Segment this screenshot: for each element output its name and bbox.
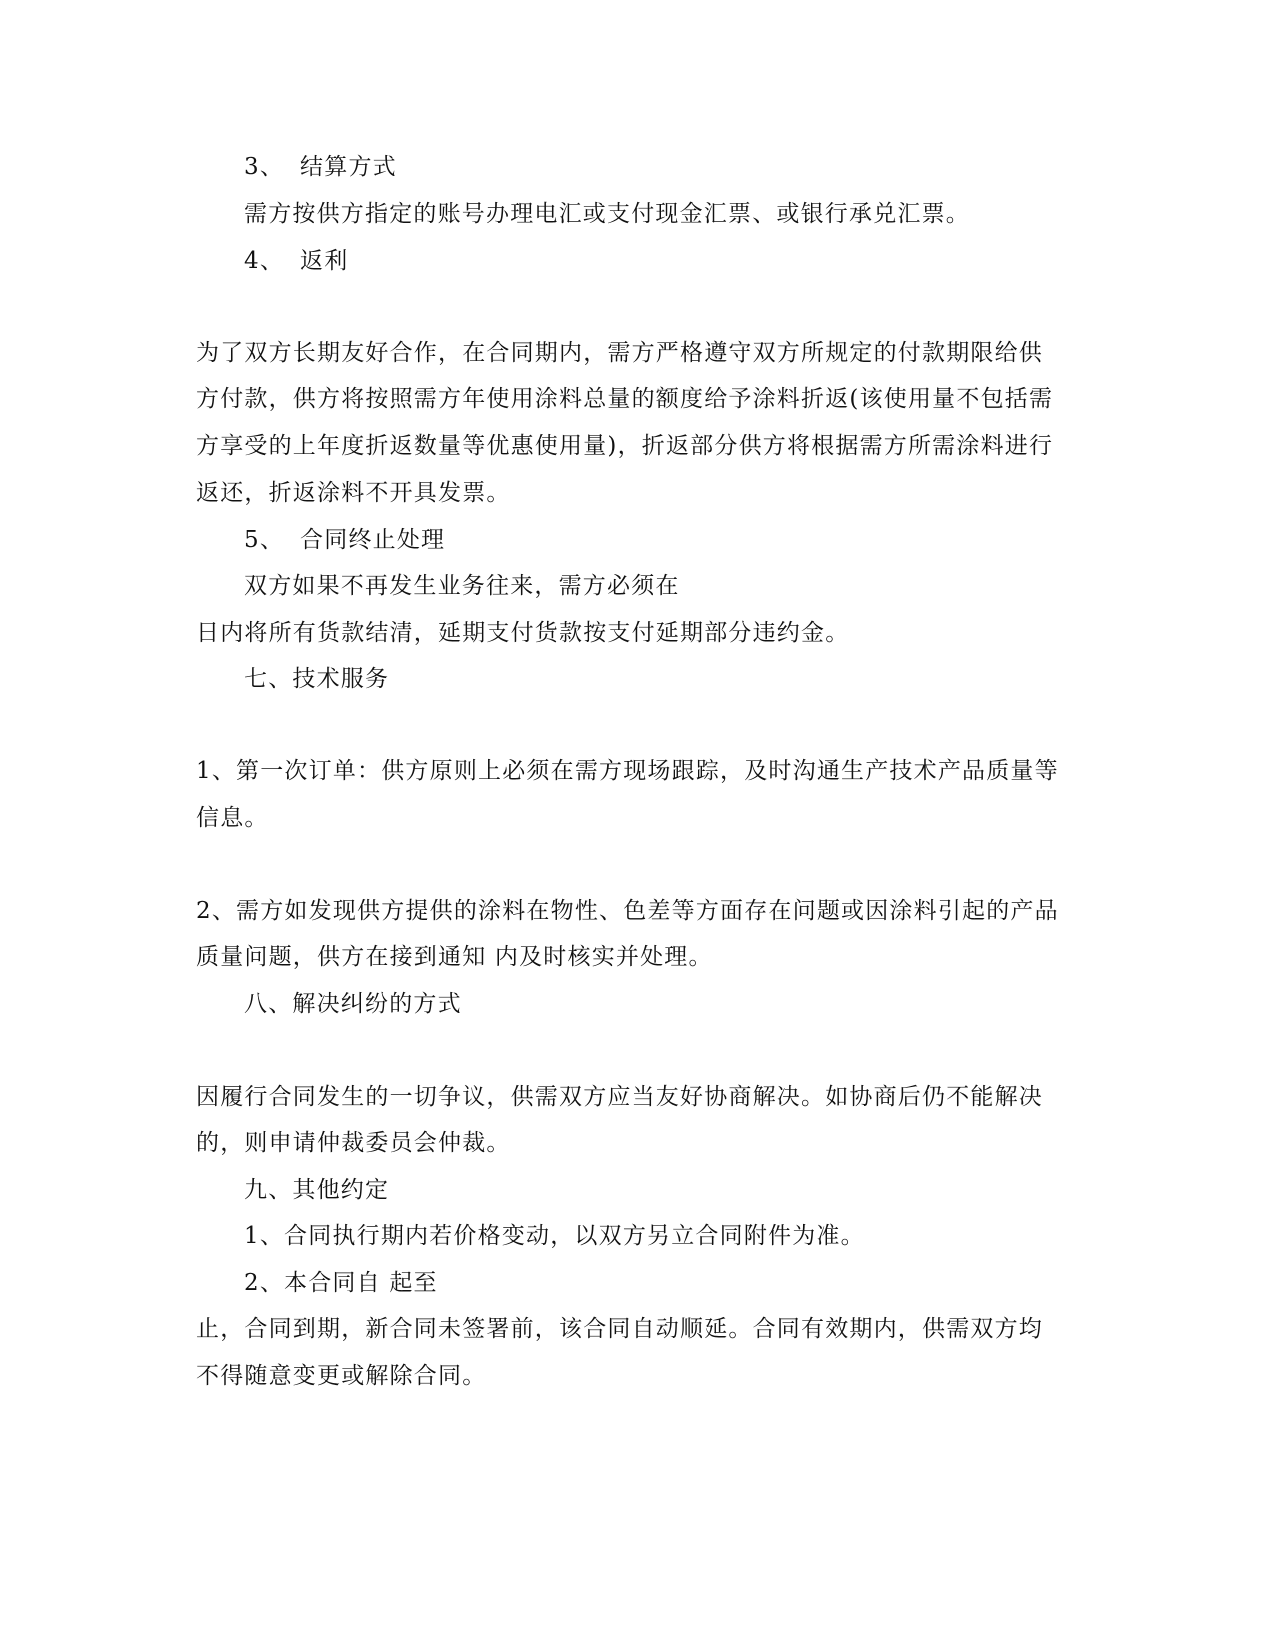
section-4-body-line: 为了双方长期友好合作，在合同期内，需方严格遵守双方所规定的付款期限给供 bbox=[196, 340, 1043, 366]
section-4-body-line: 方付款，供方将按照需方年使用涂料总量的额度给予涂料折返(该使用量不包括需 bbox=[196, 386, 1054, 412]
section-3-title: 结算方式 bbox=[300, 154, 397, 180]
section-9-body-line: 止，合同到期，新合同未签署前，该合同自动顺延。合同有效期内，供需双方均 bbox=[196, 1316, 1043, 1342]
section-8-body-line: 因履行合同发生的一切争议，供需双方应当友好协商解决。如协商后仍不能解决 bbox=[196, 1084, 1043, 1110]
section-8-heading: 八、解决纠纷的方式 bbox=[244, 991, 462, 1017]
section-8-body-line: 的，则申请仲裁委员会仲裁。 bbox=[196, 1130, 511, 1156]
section-3-number: 3、 bbox=[244, 154, 285, 180]
section-9-item-1: 1、合同执行期内若价格变动，以双方另立合同附件为准。 bbox=[244, 1223, 865, 1249]
section-9-body-line: 不得随意变更或解除合同。 bbox=[196, 1363, 487, 1389]
section-5-body-line: 日内将所有货款结清，延期支付货款按支付延期部分违约金。 bbox=[196, 620, 850, 646]
section-9-heading: 九、其他约定 bbox=[244, 1177, 390, 1203]
section-5-title: 合同终止处理 bbox=[300, 527, 446, 553]
section-4-title: 返利 bbox=[300, 248, 349, 274]
section-3-body: 需方按供方指定的账号办理电汇或支付现金汇票、或银行承兑汇票。 bbox=[244, 201, 970, 227]
section-7-heading: 七、技术服务 bbox=[244, 666, 390, 692]
section-9-item-2: 2、本合同自 起至 bbox=[244, 1270, 438, 1296]
section-5-number: 5、 bbox=[244, 527, 285, 553]
section-7-item-1-line: 信息。 bbox=[196, 805, 269, 831]
section-7-item-2-line: 2、需方如发现供方提供的涂料在物性、色差等方面存在问题或因涂料引起的产品 bbox=[196, 898, 1059, 924]
section-5-body-line: 双方如果不再发生业务往来，需方必须在 bbox=[244, 573, 680, 599]
section-4-number: 4、 bbox=[244, 248, 285, 274]
section-4-body-line: 返还，折返涂料不开具发票。 bbox=[196, 480, 511, 506]
section-3-heading bbox=[244, 152, 397, 182]
section-7-item-2-line: 质量问题，供方在接到通知 内及时核实并处理。 bbox=[196, 944, 713, 970]
section-4-heading bbox=[244, 246, 348, 276]
section-7-item-1-line: 1、第一次订单：供方原则上必须在需方现场跟踪，及时沟通生产技术产品质量等 bbox=[196, 758, 1059, 784]
section-5-heading bbox=[244, 525, 445, 555]
section-4-body-line: 方享受的上年度折返数量等优惠使用量)，折返部分供方将根据需方所需涂料进行 bbox=[196, 433, 1054, 459]
